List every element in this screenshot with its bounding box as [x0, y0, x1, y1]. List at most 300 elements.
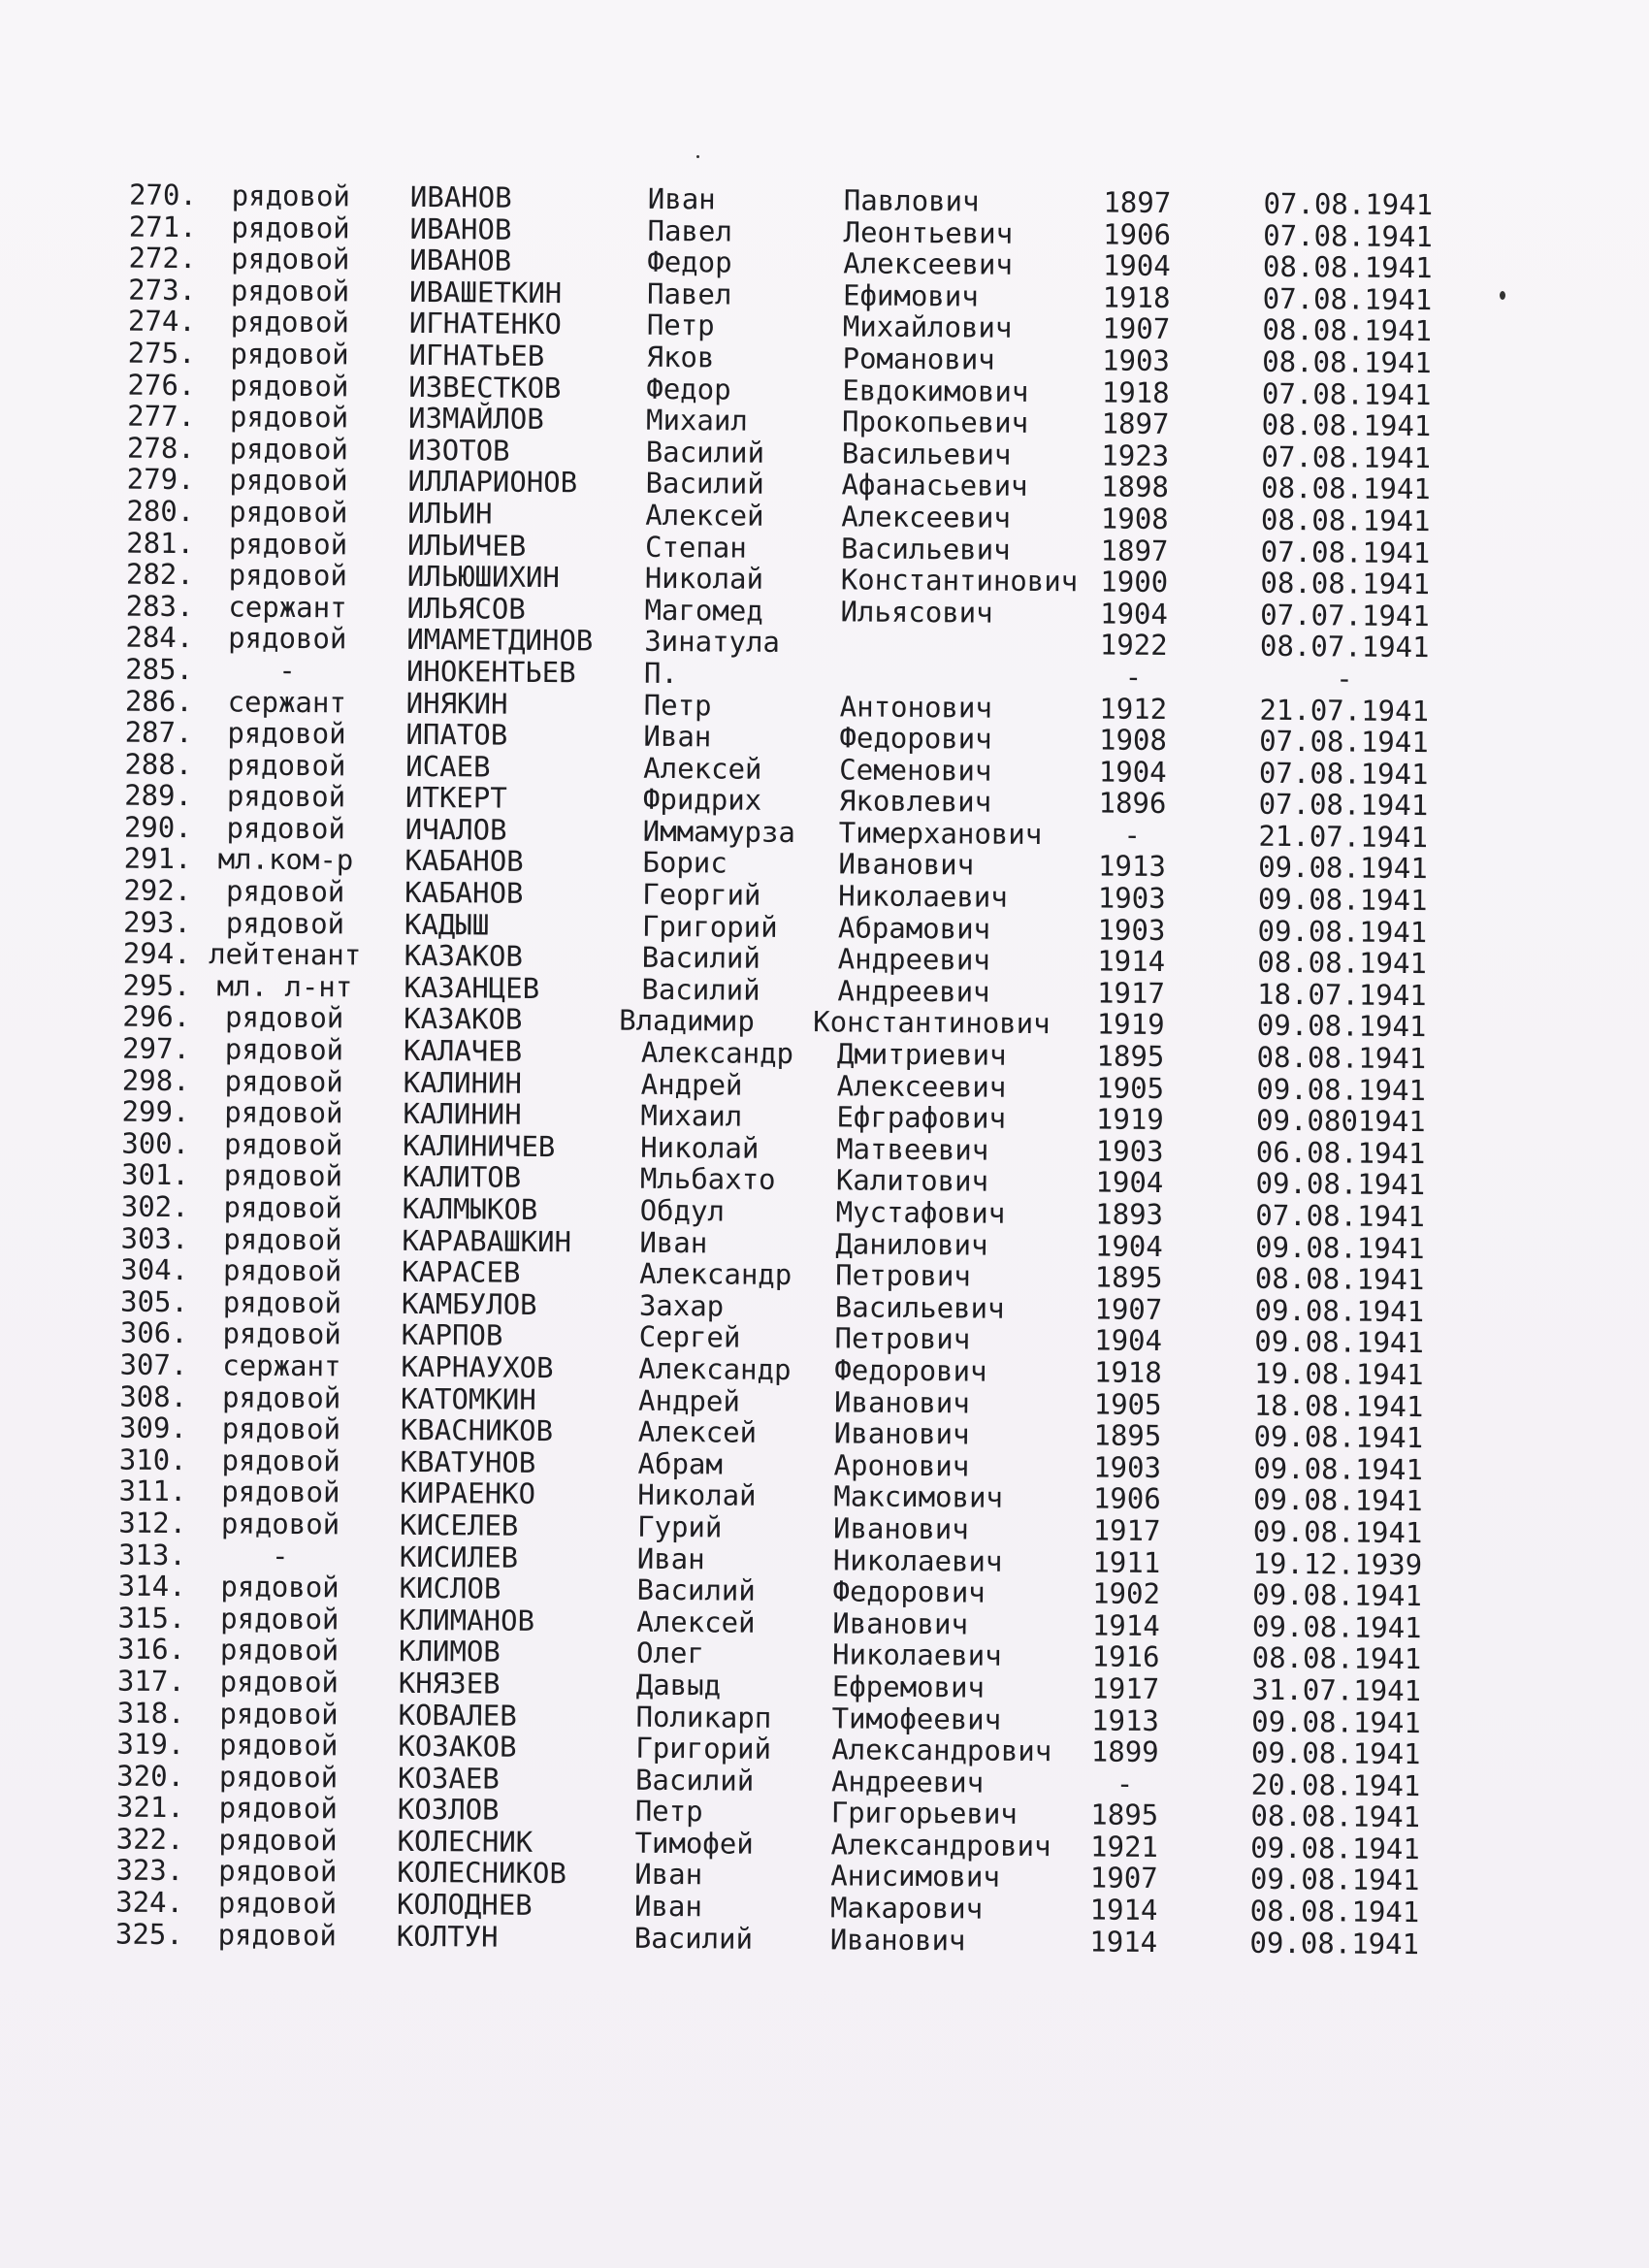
birth-year: 1906	[1092, 1481, 1161, 1516]
patronymic: Анисимович	[830, 1859, 1001, 1895]
birth-year: 1907	[1094, 1292, 1163, 1326]
birth-year: 1921	[1089, 1830, 1159, 1863]
birth-year: 1904	[1099, 597, 1169, 631]
rank: рядовой	[221, 1443, 340, 1478]
date: 08.08.1941	[1262, 249, 1433, 285]
last-name: ИНЯКИН	[405, 686, 508, 721]
date: 07.08.1941	[1261, 376, 1432, 411]
rank: рядовой	[231, 178, 351, 213]
date: 09.0801941	[1255, 1103, 1426, 1139]
row-number: 325.	[114, 1917, 183, 1951]
patronymic: Николаевич	[838, 879, 1008, 914]
date: 07.07.1941	[1260, 598, 1430, 632]
first-name: Алексей	[637, 1414, 758, 1449]
last-name: КАДЫШ	[404, 907, 490, 942]
last-name: ИСАЕВ	[405, 749, 491, 784]
last-name: ИЛЛАРИОНОВ	[407, 465, 578, 500]
first-name: Алексей	[636, 1604, 756, 1639]
patronymic: Романович	[842, 341, 995, 376]
first-name: Иван	[643, 719, 712, 754]
birth-year: 1907	[1102, 311, 1171, 346]
scan-speck	[1500, 291, 1505, 300]
first-name: Иван	[636, 1541, 705, 1575]
first-name: Иммамурза	[642, 814, 796, 849]
first-name: Алексей	[643, 751, 762, 786]
row-number: 288.	[124, 747, 193, 781]
rank: рядовой	[219, 1696, 339, 1731]
row-number: 324.	[115, 1885, 184, 1920]
date: 06.08.1941	[1255, 1135, 1426, 1170]
date: 09.08.1941	[1250, 1831, 1420, 1865]
birth-year: 1895	[1094, 1260, 1163, 1295]
rank: рядовой	[222, 1253, 342, 1288]
row-number: 311.	[118, 1474, 187, 1508]
first-name: Григорий	[641, 909, 778, 944]
row-number: 279.	[126, 462, 195, 497]
patronymic: Иванович	[833, 1384, 970, 1420]
first-name: Яков	[646, 340, 715, 374]
date: 08.08.1941	[1257, 946, 1428, 981]
birth-year: 1895	[1090, 1798, 1159, 1832]
date: 09.08.1941	[1254, 1325, 1425, 1360]
patronymic: Константинович	[840, 563, 1079, 599]
row-number: 315.	[117, 1601, 186, 1635]
last-name: ИЗВЕСТКОВ	[408, 370, 562, 405]
birth-year: 1906	[1103, 217, 1172, 251]
date: 08.08.1941	[1250, 1799, 1421, 1834]
rank: сержант	[227, 684, 347, 719]
patronymic: Аронович	[833, 1448, 970, 1483]
patronymic: Федорович	[834, 1353, 987, 1388]
date: 08.08.1941	[1256, 1040, 1427, 1076]
rank: мл.ком-р	[217, 842, 354, 877]
row-number: 299.	[121, 1094, 190, 1129]
birth-year: 1908	[1100, 502, 1169, 535]
date: 09.08.1941	[1253, 1451, 1424, 1486]
patronymic: Антонович	[839, 689, 993, 725]
date: 07.08.1941	[1261, 439, 1432, 474]
row-number: 273.	[128, 273, 197, 307]
row-number: 292.	[123, 873, 192, 908]
row-number: 295.	[122, 968, 191, 1002]
patronymic: Матвеевич	[836, 1132, 989, 1167]
date: 08.08.1941	[1254, 1261, 1425, 1297]
row-number: 314.	[117, 1569, 186, 1604]
first-name: Петр	[646, 308, 715, 342]
patronymic: Иванович	[832, 1606, 969, 1641]
rank: рядовой	[225, 906, 345, 941]
patronymic: Константинович	[813, 1005, 1051, 1041]
rank: рядовой	[219, 1633, 340, 1668]
row-number: 270.	[128, 178, 198, 212]
row-number: 316.	[117, 1632, 186, 1667]
first-name: Василий	[641, 941, 761, 975]
last-name: ИЛЬИЧЕВ	[406, 528, 527, 563]
date: 08.08.1941	[1260, 502, 1431, 538]
last-name: КЛИМОВ	[398, 1635, 501, 1669]
birth-year: 1903	[1102, 343, 1171, 378]
birth-year: 1897	[1103, 185, 1172, 220]
date: 19.08.1941	[1253, 1356, 1424, 1392]
last-name: КАЛИНИН	[403, 1065, 523, 1100]
row-number: 322.	[115, 1822, 184, 1856]
first-name: Алексей	[645, 498, 764, 533]
birth-year: 1904	[1098, 755, 1167, 789]
first-name: Николай	[637, 1478, 757, 1513]
birth-year: 1917	[1092, 1513, 1161, 1547]
last-name: КАРАСЕВ	[402, 1255, 521, 1290]
last-name: ИНОКЕНТЬЕВ	[405, 654, 576, 690]
row-number: 274.	[127, 304, 196, 339]
patronymic: Абрамович	[837, 911, 991, 946]
rank: рядовой	[224, 1032, 344, 1067]
patronymic: Михайлович	[842, 309, 1013, 345]
rank: рядовой	[223, 1222, 342, 1256]
last-name: ИЛЬИН	[407, 496, 493, 531]
birth-year: 1897	[1101, 406, 1170, 441]
rank: рядовой	[229, 432, 349, 467]
patronymic: Евдокимович	[842, 373, 1029, 408]
date: 09.08.1941	[1256, 1072, 1427, 1107]
first-name: Михаил	[640, 1099, 743, 1133]
row-number: 286.	[124, 684, 193, 718]
rank: рядовой	[221, 1474, 340, 1509]
last-name: ИГНАТЕНКО	[408, 307, 563, 341]
birth-year: 1904	[1094, 1229, 1163, 1263]
row-number: 282.	[125, 557, 194, 592]
rank: рядовой	[230, 337, 349, 372]
patronymic: Васильевич	[841, 437, 1012, 471]
first-name: Мльбахто	[639, 1162, 776, 1197]
birth-year: 1904	[1095, 1165, 1164, 1200]
patronymic: Петрович	[834, 1321, 971, 1356]
first-name: Александр	[640, 1035, 794, 1071]
birth-year: 1916	[1091, 1639, 1160, 1674]
last-name: КАЗАКОВ	[404, 939, 524, 974]
last-name: ИТКЕРТ	[404, 781, 507, 815]
rank: рядовой	[228, 621, 347, 656]
first-name: П.	[643, 656, 679, 690]
birth-year: 1899	[1090, 1734, 1159, 1769]
row-number: 320.	[116, 1759, 185, 1793]
row-number: 272.	[128, 241, 197, 275]
rank: лейтенант	[209, 937, 362, 972]
last-name: ИВАНОВ	[409, 179, 512, 214]
last-name: ИВАШЕТКИН	[408, 275, 563, 309]
date: 09.08.1941	[1252, 1514, 1423, 1550]
row-number: 284.	[125, 620, 194, 655]
date: 31.07.1941	[1251, 1672, 1422, 1708]
birth-year: 1913	[1090, 1702, 1160, 1737]
last-name: КАЛИНИН	[403, 1097, 522, 1132]
date: 09.08.1941	[1250, 1735, 1421, 1771]
rank: рядовой	[219, 1665, 340, 1700]
first-name: Николай	[644, 561, 764, 596]
date: 08.07.1941	[1259, 630, 1430, 664]
row-number: 280.	[126, 494, 195, 529]
birth-year: 1918	[1102, 280, 1171, 314]
first-name: Василий	[633, 1921, 754, 1956]
birth-year: 1919	[1096, 1007, 1165, 1042]
birth-year: 1903	[1095, 1134, 1164, 1168]
last-name: КИСИЛЕВ	[399, 1539, 519, 1574]
first-name: Сергей	[638, 1320, 741, 1354]
patronymic: Федорович	[832, 1574, 986, 1609]
first-name: Тимофей	[634, 1826, 754, 1861]
date: 07.08.1941	[1255, 1198, 1426, 1234]
scan-speck	[696, 155, 699, 158]
date: 21.07.1941	[1259, 693, 1430, 728]
row-number: 319.	[116, 1727, 185, 1762]
last-name: КОЛЕСНИК	[397, 1824, 534, 1859]
first-name: Степан	[644, 530, 747, 565]
patronymic: Андреевич	[830, 1765, 985, 1799]
rank: рядовой	[227, 748, 346, 783]
patronymic: Данилович	[835, 1226, 988, 1262]
birth-year: 1907	[1089, 1861, 1158, 1895]
first-name: Иван	[639, 1225, 708, 1259]
rank: -	[271, 1539, 289, 1572]
birth-year: 1898	[1100, 470, 1170, 504]
patronymic: Ефимович	[842, 278, 979, 313]
rank: рядовой	[218, 1854, 338, 1889]
patronymic: Мустафович	[835, 1195, 1006, 1230]
rank: рядовой	[219, 1728, 339, 1763]
last-name: ИЛЬЮШИХИН	[406, 560, 561, 595]
last-name: КОЛТУН	[396, 1919, 499, 1954]
birth-year: 1922	[1099, 628, 1168, 663]
last-name: КАБАНОВ	[404, 844, 524, 879]
first-name: Зинатула	[644, 625, 781, 660]
first-name: Александр	[638, 1351, 792, 1386]
last-name: КОЗАКОВ	[398, 1729, 517, 1764]
last-name: КАМБУЛОВ	[401, 1286, 537, 1321]
row-number: 301.	[120, 1157, 190, 1192]
birth-year: 1905	[1096, 1071, 1165, 1105]
date: 19.12.1939	[1252, 1546, 1423, 1581]
first-name: Абрам	[637, 1446, 724, 1481]
last-name: КАТОМКИН	[401, 1381, 536, 1416]
birth-year: 1905	[1093, 1387, 1162, 1421]
rank: рядовой	[223, 1127, 343, 1162]
patronymic: Иванович	[829, 1923, 966, 1958]
last-name: КАРНАУХОВ	[401, 1349, 554, 1385]
birth-year: 1902	[1092, 1576, 1161, 1611]
date: 07.08.1941	[1263, 218, 1434, 253]
rank: рядовой	[231, 211, 350, 244]
roster-list	[40, 178, 1470, 1960]
date: 08.08.1941	[1251, 1641, 1422, 1676]
first-name: Олег	[635, 1636, 705, 1670]
first-name: Павел	[646, 276, 732, 311]
patronymic: Прокопьевич	[841, 405, 1029, 440]
row-number: 297.	[121, 1031, 191, 1066]
patronymic: Максимович	[833, 1479, 1004, 1515]
last-name: КИСЛОВ	[399, 1571, 501, 1605]
date: 08.08.1941	[1249, 1894, 1420, 1929]
date: 09.08.1941	[1249, 1863, 1420, 1897]
birth-year: 1919	[1095, 1102, 1164, 1137]
birth-year: 1918	[1093, 1355, 1162, 1389]
date: 07.08.1941	[1259, 724, 1429, 760]
date: 09.08.1941	[1256, 1009, 1427, 1044]
birth-year: 1914	[1089, 1893, 1158, 1928]
patronymic: Алексеевич	[843, 246, 1014, 281]
rank: рядовой	[217, 1918, 338, 1953]
patronymic: Тимерханович	[838, 816, 1043, 851]
rank: рядовой	[231, 242, 350, 276]
first-name: Владимир	[619, 1004, 756, 1039]
patronymic: Дмитриевич	[836, 1037, 1007, 1072]
first-name: Борис	[642, 846, 728, 880]
first-name: Федор	[647, 244, 732, 279]
patronymic: Васильевич	[834, 1290, 1005, 1325]
birth-year: 1903	[1093, 1450, 1162, 1484]
last-name: КИРАЕНКО	[400, 1476, 536, 1511]
last-name: КАЗАКОВ	[404, 1002, 523, 1037]
first-name: Давыд	[635, 1668, 722, 1702]
first-name: Поликарп	[635, 1700, 772, 1734]
rank: рядовой	[217, 1886, 338, 1921]
last-name: КНЯЗЕВ	[398, 1666, 501, 1701]
row-number: 317.	[116, 1664, 185, 1699]
birth-year: 1897	[1100, 534, 1169, 567]
row-number: 312.	[118, 1506, 187, 1540]
birth-year: 1917	[1091, 1671, 1160, 1705]
row-number: 287.	[124, 715, 193, 750]
last-name: КАРПОВ	[401, 1318, 503, 1353]
date: 09.08.1941	[1255, 1167, 1426, 1202]
birth-year: 1912	[1099, 691, 1168, 726]
birth-year: 1914	[1091, 1608, 1160, 1642]
birth-year: 1896	[1098, 786, 1167, 821]
row-number: 294.	[122, 936, 191, 971]
patronymic: Александрович	[831, 1733, 1052, 1768]
first-name: Василий	[641, 972, 760, 1007]
date: 07.08.1941	[1260, 535, 1431, 569]
patronymic: Ильясович	[840, 595, 993, 630]
first-name: Обдул	[639, 1193, 726, 1228]
rank: рядовой	[221, 1379, 341, 1414]
first-name: Фридрих	[642, 783, 762, 818]
birth-year: 1923	[1101, 438, 1170, 472]
rank: рядовой	[218, 1791, 339, 1826]
rank: рядовой	[230, 305, 350, 340]
rank: рядовой	[228, 526, 348, 561]
last-name: ИЛЬЯСОВ	[406, 591, 526, 626]
patronymic: Ефремович	[831, 1669, 986, 1704]
date: 09.08.1941	[1253, 1419, 1424, 1455]
row-number: 281.	[126, 526, 195, 560]
rank: рядовой	[220, 1507, 340, 1541]
date: -	[1336, 662, 1353, 696]
last-name: КОВАЛЕВ	[398, 1698, 517, 1733]
patronymic: Калитович	[835, 1163, 989, 1199]
patronymic: Алексеевич	[841, 500, 1012, 535]
first-name: Петр	[643, 688, 712, 722]
date: 07.08.1941	[1258, 788, 1429, 823]
patronymic: Петрович	[835, 1258, 971, 1293]
patronymic: Яковлевич	[838, 784, 992, 819]
patronymic: Григорьевич	[830, 1796, 1018, 1831]
birth-year: -	[1116, 1766, 1134, 1800]
rank: рядовой	[225, 874, 345, 909]
date: 09.08.1941	[1254, 1293, 1425, 1328]
last-name: КОЛЕСНИКОВ	[397, 1856, 567, 1891]
birth-year: -	[1124, 660, 1143, 694]
row-number: 283.	[125, 589, 194, 623]
birth-year: 1903	[1097, 913, 1166, 947]
last-name: КАЛАЧЕВ	[403, 1033, 523, 1068]
birth-year: 1908	[1098, 723, 1168, 758]
row-number: 303.	[120, 1221, 189, 1255]
last-name: ИЧАЛОВ	[404, 812, 507, 847]
rank: рядовой	[224, 1000, 344, 1035]
row-number: 309.	[118, 1410, 188, 1445]
row-number: 276.	[127, 368, 196, 402]
row-number: 296.	[122, 1000, 191, 1034]
patronymic: Александрович	[830, 1828, 1051, 1863]
birth-year: 1918	[1101, 375, 1170, 409]
first-name: Михаил	[645, 403, 748, 437]
first-name: Николай	[640, 1130, 760, 1165]
row-number: 308.	[119, 1379, 188, 1413]
patronymic: Тимофеевич	[831, 1701, 1002, 1736]
date: 09.08.1941	[1254, 1230, 1425, 1265]
last-name: КАРАВАШКИН	[402, 1223, 572, 1258]
first-name: Захар	[638, 1288, 725, 1323]
first-name: Иван	[634, 1858, 703, 1892]
last-name: ИВАНОВ	[409, 211, 512, 246]
row-number: 318.	[116, 1696, 185, 1730]
row-number: 323.	[115, 1854, 184, 1888]
birth-year: 1895	[1093, 1418, 1162, 1453]
date: 09.08.1941	[1252, 1483, 1423, 1518]
last-name: КАЛИТОВ	[402, 1160, 522, 1195]
patronymic: Алексеевич	[836, 1068, 1007, 1104]
date: 09.08.1941	[1251, 1609, 1422, 1644]
date: 20.08.1941	[1250, 1767, 1421, 1802]
rank: рядовой	[229, 495, 348, 530]
rank: рядовой	[227, 716, 346, 751]
rank: рядовой	[222, 1316, 341, 1351]
last-name: КАЛИНИЧЕВ	[403, 1128, 556, 1163]
date: 09.08.1941	[1257, 882, 1428, 918]
first-name: Василий	[634, 1763, 755, 1798]
last-name: КИСЕЛЕВ	[399, 1507, 519, 1542]
first-name: Василий	[645, 435, 765, 470]
date: 08.08.1941	[1261, 407, 1432, 443]
row-number: 291.	[123, 842, 192, 876]
birth-year: -	[1123, 818, 1142, 852]
date: 09.08.1941	[1252, 1577, 1422, 1613]
last-name: КОЛОДНЕВ	[396, 1887, 533, 1922]
date: 18.08.1941	[1253, 1388, 1424, 1423]
patronymic: Ефграфович	[836, 1100, 1007, 1135]
row-number: 298.	[121, 1063, 190, 1097]
date: 08.08.1941	[1262, 313, 1433, 348]
rank: рядовой	[228, 558, 348, 593]
patronymic: Иванович	[832, 1511, 969, 1546]
rank: мл. л-нт	[216, 969, 353, 1004]
row-number: 321.	[115, 1790, 184, 1825]
row-number: 305.	[119, 1284, 189, 1318]
first-name: Георгий	[642, 877, 761, 912]
rank: рядовой	[223, 1190, 342, 1225]
row-number: 304.	[120, 1252, 189, 1287]
first-name: Петр	[634, 1795, 703, 1829]
birth-year: 1914	[1089, 1925, 1158, 1959]
